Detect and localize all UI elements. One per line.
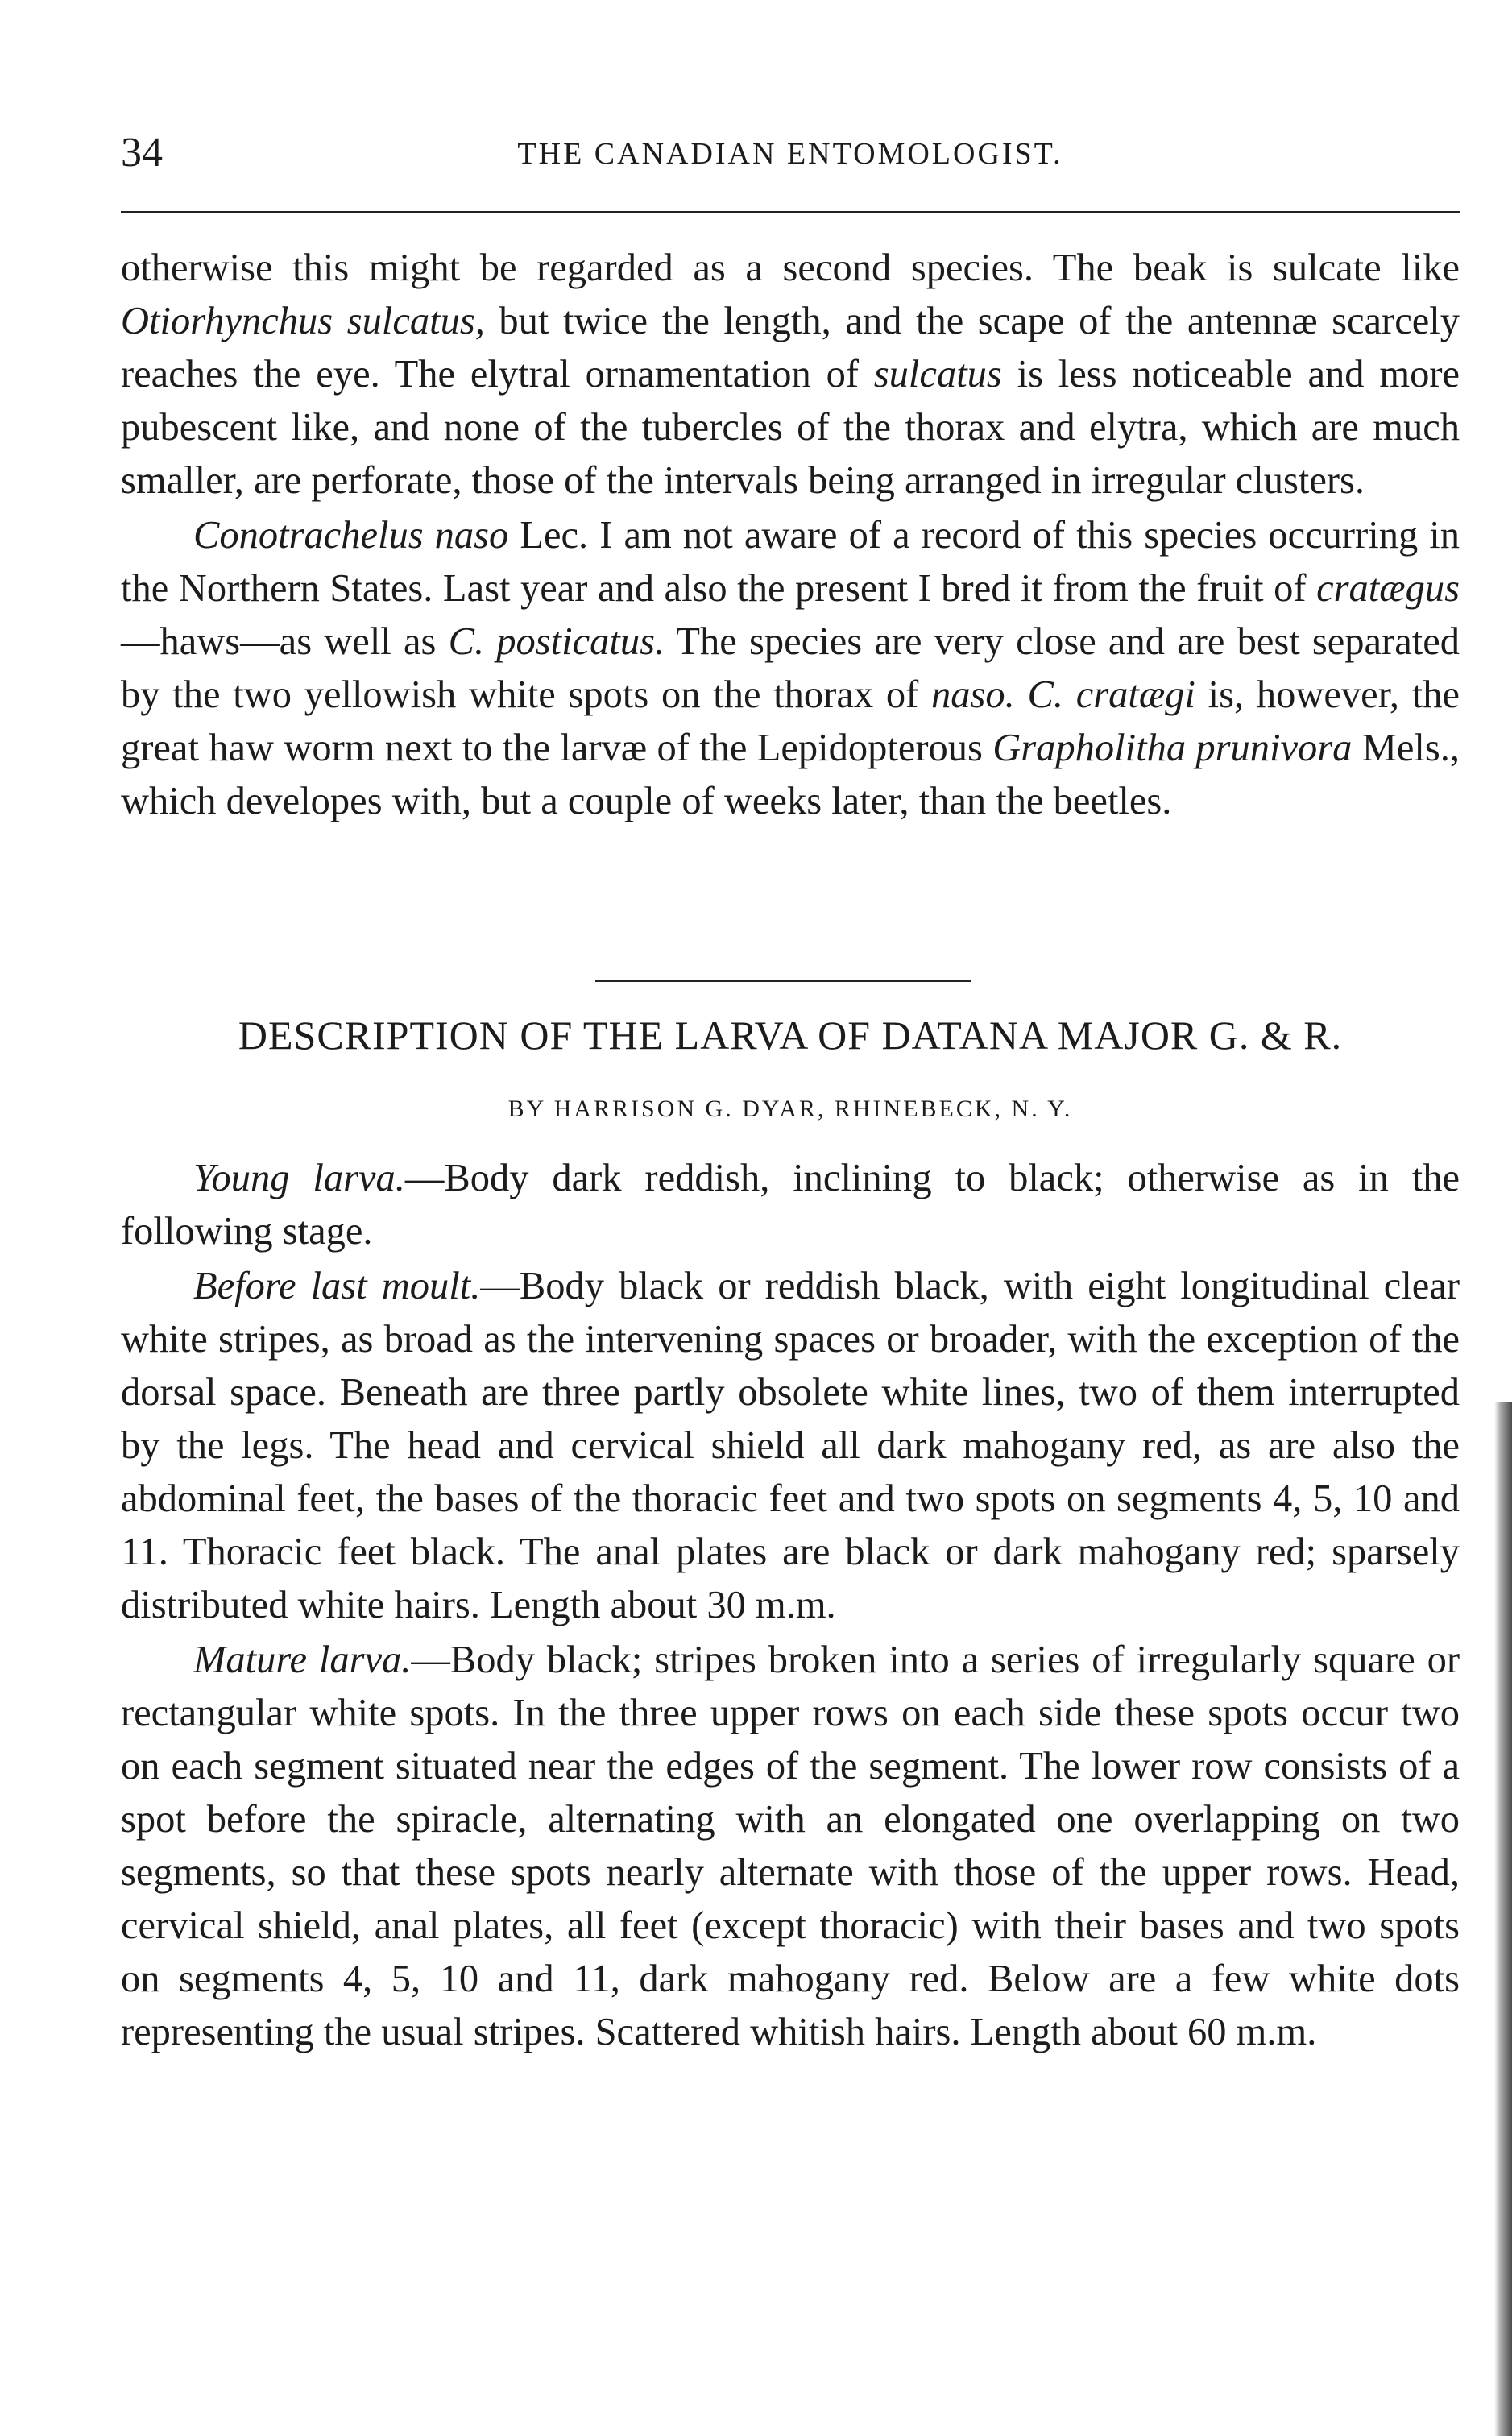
paragraph-text: is less noticeable and more pubescent like, and none of the tubercles of the thorax and elytra, which are much smaller, are perforate, those of the intervals being arranged in irregular clusters. bbox=[121, 353, 1460, 502]
paragraph-young-larva bbox=[121, 1152, 1460, 1258]
species-name: sulcatus bbox=[873, 353, 1002, 396]
paragraph-text: otherwise this might be regarded as a second species. The beak is sulcate like bbox=[121, 246, 1460, 289]
paragraph-before-last-moult bbox=[121, 1260, 1460, 1632]
page bbox=[121, 0, 1460, 2436]
paragraph-text: is, however, the great haw worm next to the larvæ of the Lepidopterous bbox=[121, 673, 1460, 769]
paragraph-text: —Body black or reddish black, with eight longitudinal clear white stripes, as broad as the intervening spaces or broader, with the exception of the dorsal space. Beneath are three partly obsolete white lines, two of them interrupted by the legs. The head and cervical shield all dark mahogany red, as are also the abdominal feet, the bases of the thoracic feet and two spots on segments 4, 5, 10 and 11. Thoracic feet black. The anal plates are black or dark mahogany red; sparsely distributed white hairs. Length about 30 m.m. bbox=[121, 1265, 1460, 1626]
paragraph-text: —Body dark reddish, inclining to black; otherwise as in the following stage. bbox=[121, 1157, 1460, 1253]
article-title: DESCRIPTION OF THE LARVA OF DATANA MAJOR G. & R. bbox=[238, 1013, 1343, 1058]
stage-label: Young larva. bbox=[193, 1157, 405, 1199]
paragraph-text: —Body black; stripes broken into a series of irregularly square or rectangular white spots. In the three upper rows on each side these spots occur two on each segment situated near the edges of the segment. The lower row consists of a spot before the spiracle, alternating with an elongated one overlapping on two segments, so that these spots nearly alternate with those of the upper rows. Head, cervical shield, anal plates, all feet (except thoracic) with their bases and two spots on segments 4, 5, 10 and 11, dark mahogany red. Below are a few white dots representing the usual stripes. Scattered whitish hairs. Length about 60 m.m. bbox=[121, 1638, 1460, 2053]
species-name: Grapholitha prunivora bbox=[992, 727, 1353, 769]
running-head bbox=[121, 129, 1460, 193]
species-name: C. posticatus. bbox=[448, 620, 665, 663]
species-name: naso. bbox=[931, 673, 1015, 716]
paragraph-text: The species are very close and are best separated by the two yellowish white spots on the thorax of bbox=[121, 620, 1460, 716]
continued-article bbox=[121, 242, 1460, 830]
paragraph-conotrachelus bbox=[121, 509, 1460, 828]
species-name: Otiorhynchus sulcatus, bbox=[121, 300, 485, 342]
species-name: Conotrachelus naso bbox=[193, 514, 509, 557]
paragraph-text: Mels., which developes with, but a couple of weeks later, than the beetles. bbox=[121, 727, 1460, 822]
header-rule bbox=[121, 211, 1460, 213]
paragraph-text: —haws—as well as bbox=[121, 620, 449, 663]
paragraph-text: Lec. I am not aware of a record of this species occurring in the Northern States. Last year and also the present I bred it from the fruit of bbox=[121, 514, 1460, 610]
paragraph-mature-larva bbox=[121, 1634, 1460, 2059]
article-byline: BY HARRISON G. DYAR, RHINEBECK, N. Y. bbox=[507, 1096, 1073, 1122]
paragraph-text bbox=[1015, 673, 1028, 716]
species-name: C. cratægi bbox=[1027, 673, 1195, 716]
paragraph-text: but twice the length, and the scape of the antennæ scarcely reaches the eye. The elytral ornamentation of bbox=[121, 300, 1460, 396]
scan-edge-shadow bbox=[1494, 1402, 1512, 2436]
stage-label: Before last moult. bbox=[193, 1265, 481, 1307]
article-body bbox=[121, 1152, 1460, 2061]
paragraph-otiorhynchus bbox=[121, 242, 1460, 508]
stage-label: Mature larva. bbox=[193, 1638, 412, 1681]
journal-title: THE CANADIAN ENTOMOLOGIST. bbox=[517, 137, 1063, 171]
species-name: cratægus bbox=[1316, 567, 1460, 610]
page-number: 34 bbox=[121, 130, 163, 176]
section-divider bbox=[595, 980, 971, 982]
